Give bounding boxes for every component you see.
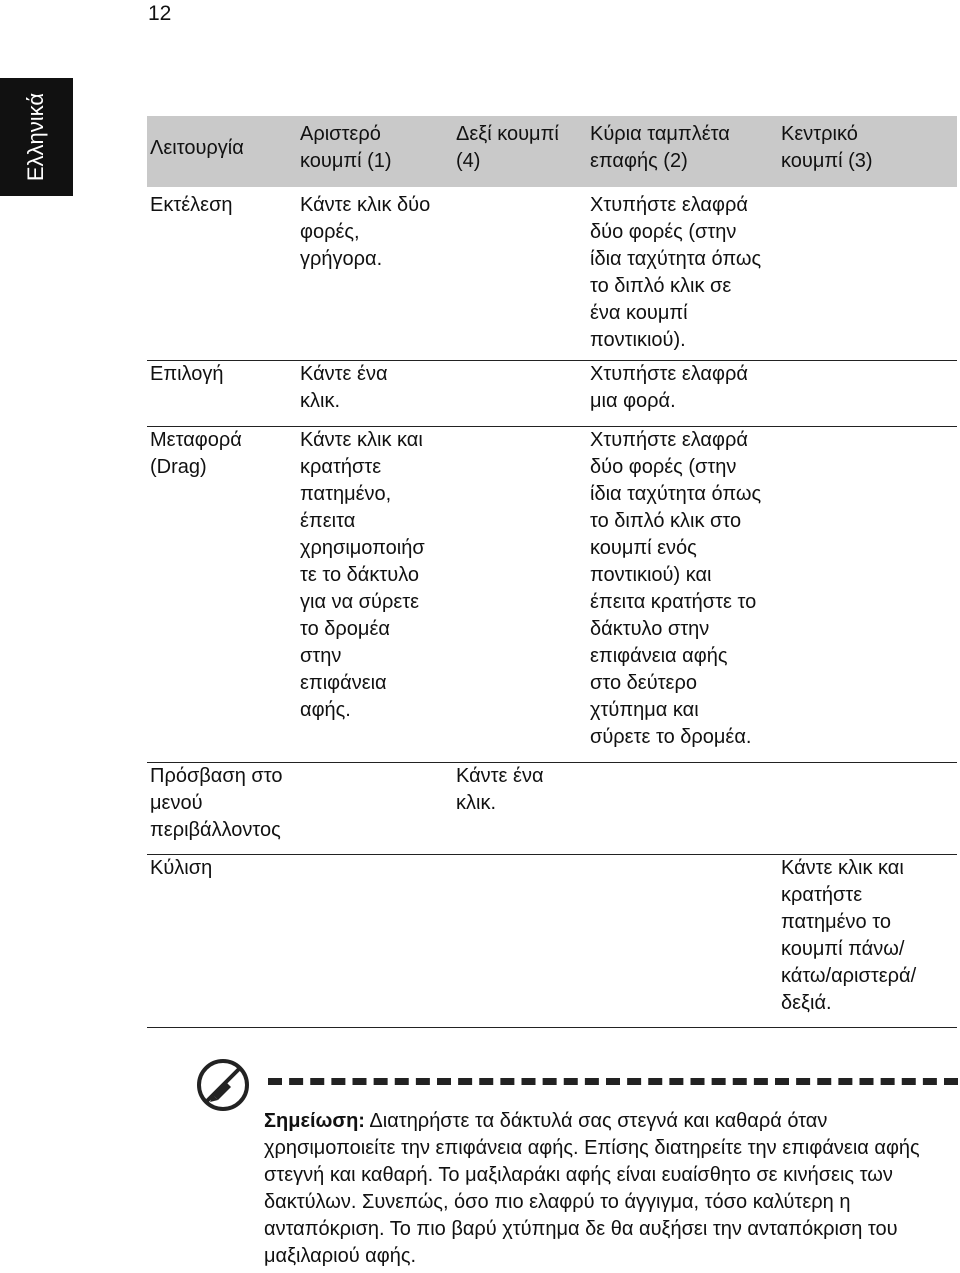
cell-function-text: Επιλογή — [150, 363, 224, 385]
cell-function-text: Μεταφορά (Drag) — [150, 429, 242, 478]
note-label: Σημείωση: — [264, 1110, 365, 1132]
language-tab-label: Ελληνικά — [23, 92, 48, 182]
cell-left — [299, 427, 450, 763]
note-divider — [268, 1078, 958, 1085]
header-left-button — [299, 116, 450, 187]
header-touchpad-label: Κύρια ταμπλέτα επαφής (2) — [590, 123, 730, 172]
cell-left-text: Κάντε ένα κλικ. — [300, 363, 388, 412]
cell-center — [781, 763, 957, 855]
language-tab — [0, 78, 73, 196]
cell-touchpad — [588, 763, 781, 855]
cell-touchpad-text: Χτυπήστε ελαφρά δύο φορές (στην ίδια ταχύτητα όπως το διπλό κλικ σε ένα κουμπί ποντικιού). — [590, 194, 762, 351]
table-row — [147, 763, 957, 855]
table-row — [147, 427, 957, 763]
cell-function — [147, 187, 299, 361]
cell-function — [147, 763, 299, 855]
header-center-button-label: Κεντρικό κουμπί (3) — [781, 123, 873, 172]
header-left-button-label: Αριστερό κουμπί (1) — [300, 123, 392, 172]
header-function — [147, 116, 299, 187]
cell-touchpad — [588, 361, 781, 427]
cell-function-text: Εκτέλεση — [150, 194, 233, 216]
cell-right — [450, 427, 588, 763]
cell-function-text: Πρόσβαση στο μενού περιβάλλοντος — [150, 765, 283, 841]
cell-right — [450, 763, 588, 855]
mouse-functions-table — [147, 116, 957, 1028]
cell-touchpad — [588, 427, 781, 763]
cell-center-text: Κάντε κλικ και κρατήστε πατημένο το κουμπί πάνω/ κάτω/αριστερά/ δεξιά. — [781, 857, 917, 1014]
note-paragraph — [264, 1108, 944, 1270]
cell-left — [299, 855, 450, 1028]
cell-touchpad — [588, 187, 781, 361]
header-right-button-label: Δεξί κουμπί (4) — [456, 123, 559, 172]
cell-center — [781, 361, 957, 427]
cell-touchpad-text: Χτυπήστε ελαφρά μια φορά. — [590, 363, 748, 412]
cell-left — [299, 187, 450, 361]
header-touchpad — [588, 116, 781, 187]
cell-left-text: Κάντε κλικ και κρατήστε πατημένο, έπειτα χρησιμοποιήσ τε το δάκτυλο για να σύρετε το δρομέα στην επιφάνεια αφής. — [300, 429, 425, 721]
cell-left — [299, 763, 450, 855]
cell-function — [147, 855, 299, 1028]
cell-touchpad-text: Χτυπήστε ελαφρά δύο φορές (στην ίδια ταχύτητα όπως το διπλό κλικ στο κουμπί ενός ποντικιού) και έπειτα κρατήστε το δάκτυλο στην επιφάνεια αφής στο δεύτερο χτύπημα και σύρετε το δρομέα. — [590, 429, 762, 748]
header-right-button — [450, 116, 588, 187]
page-number: 12 — [148, 2, 172, 25]
cell-right — [450, 855, 588, 1028]
table-row — [147, 855, 957, 1028]
cell-function-text: Κύλιση — [150, 857, 213, 879]
cell-function — [147, 427, 299, 763]
header-center-button — [781, 116, 957, 187]
table-header-row — [147, 116, 957, 187]
header-function-label: Λειτουργία — [150, 137, 244, 159]
cell-center — [781, 187, 957, 361]
cell-right — [450, 187, 588, 361]
cell-center — [781, 427, 957, 763]
cell-center — [781, 855, 957, 1028]
table-row — [147, 187, 957, 361]
cell-function — [147, 361, 299, 427]
cell-left-text: Κάντε κλικ δύο φορές, γρήγορα. — [300, 194, 431, 270]
cell-right — [450, 361, 588, 427]
cell-touchpad — [588, 855, 781, 1028]
note-body: Διατηρήστε τα δάκτυλά σας στεγνά και καθαρά όταν χρησιμοποιείτε την επιφάνεια αφής. Επίσης διατηρείτε την επιφάνεια αφής στεγνή και καθαρή. Το μαξιλαράκι αφής είναι ευαίσθητο σε κινήσεις των δακτύλων. Συνεπώς, όσο πιο ελαφρύ το άγγιγμα, τόσο καλύτερη η ανταπόκριση. Το πιο βαρύ χτύπημα δε θα αυξήσει την ανταπόκριση του μαξιλαριού αφής. — [264, 1110, 920, 1267]
cell-left — [299, 361, 450, 427]
note-pen-icon — [196, 1058, 250, 1112]
cell-right-text: Κάντε ένα κλικ. — [456, 765, 544, 814]
table-row — [147, 361, 957, 427]
